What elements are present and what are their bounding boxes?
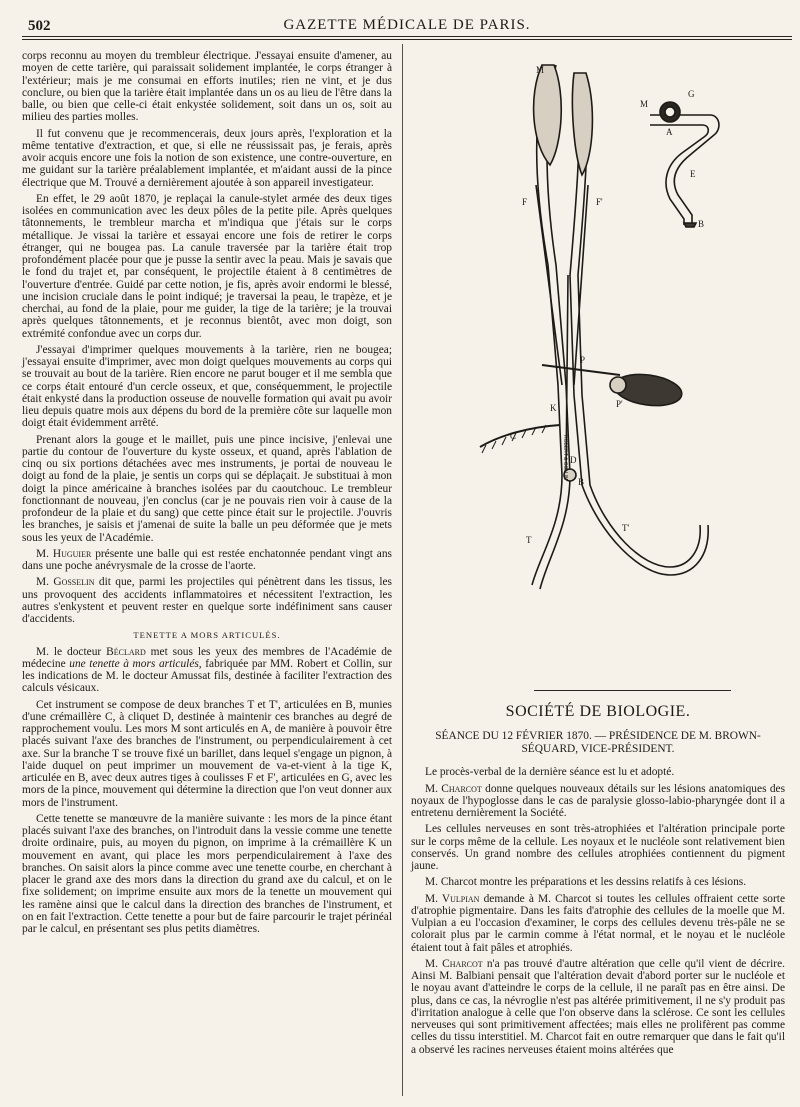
- paragraph: Cet instrument se compose de deux branches T et T', articulées en B, munies d'une crémaillère C, à cliquet D, destinée à maintenir ces branches au degré de rapprochement voulu. Les mors M sont articulés en A, de manière à pouvoir être placés suivant l'axe des branches de l'instrument, ou perpendiculairement à cet axe. Sur la branche T se trouve fixé un barillet, dans lequel s'engage un pignon, à l'aide duquel on peut imprimer un mouvement de va-et-vient à la tige K, articulée en B, avec deux autres tiges à coulisses F et F', articulées en G, avec les mors de la pince, mouvement qui détermine la direction que l'on veut donner aux mors de l'instrument.: [22, 698, 392, 809]
- paragraph-text: dit que, parmi les projectiles qui pénètrent dans les tissus, les uns provoquent des accidents inflammatoires et nécessitent l'extraction, les autres s'enkystent et peuvent rester en quelque sorte indéfiniment sans causer d'accidents.: [22, 576, 392, 625]
- fig-label-f: F: [522, 197, 528, 207]
- session-heading: SÉANCE DU 12 FÉVRIER 1870. — PRÉSIDENCE DE M. BROWN-SÉQUARD, VICE-PRÉSIDENT.: [435, 730, 761, 756]
- section-title: SOCIÉTÉ DE BIOLOGIE.: [505, 703, 691, 720]
- fig-label-f-prime: F': [596, 197, 603, 207]
- paragraph: [22, 646, 392, 695]
- page-number: 502: [28, 18, 51, 34]
- paragraph: Le procès-verbal de la dernière séance est lu et adopté.: [425, 766, 675, 779]
- paragraph-text: présente une balle qui est restée enchatonnée pendant vingt ans dans une poche anévrysmale de la crosse de l'aorte.: [22, 547, 392, 572]
- paragraph: [411, 958, 785, 1056]
- fig-label-c: C: [510, 431, 517, 441]
- speaker-name: M. Charcot: [425, 957, 483, 970]
- paragraph-text: M. le docteur: [36, 645, 107, 658]
- paragraph-text: met sous les yeux des membres de l'Académie de médecine: [22, 645, 392, 670]
- speaker-name: M. Huguier: [36, 547, 92, 560]
- paragraph: [411, 893, 785, 954]
- paragraph: Cette tenette se manœuvre de la manière suivante : les mors de la pince étant placés suivant l'axe des branches, on l'introduit dans la vessie comme une tenette droite ordinaire, puis, au moyen du pignon, on imprime à la crémaillère K un mouvement en avant, qui place les mors perpendiculairement à l'axe des branches. On saisit alors la pince comme avec une tenette courbe, en cherchant à placer le grand axe des mors dans la direction du grand axe du calcul, et on le fixe solidement; on imprime ensuite aux mors de la tenette un mouvement qui les ramène ainsi que le calcul dans la direction des branches de l'instrument, et on en fait l'extraction. Cette tenette a pour but de faire parcourir le trajet périnéal par le calcul, en présentant ses plus petits diamètres.: [22, 812, 392, 935]
- fig-label-p: P: [580, 355, 586, 365]
- right-column: [411, 703, 786, 1060]
- paragraph-text: fabriquée par MM. Robert et Collin, sur les indications de M. le docteur Amussat fils, destinée à faciliter l'extraction des calculs vésicaux.: [22, 657, 392, 695]
- paragraph: [22, 548, 392, 573]
- jaw-m-right: [572, 73, 592, 175]
- paragraph-text: demande à M. Charcot si toutes les cellules offraient cette sorte d'atrophie pigmentaire. Dans les faits d'atrophie des cellules de la moelle que M. Vulpian a eu l'occasion d'examiner, le corps des cellules devenu très-pâle ne se colorait plus par le carmin comme à l'état normal, et le noyau et le nucléole étaient tout à fait pâles et atrophiés.: [411, 892, 785, 954]
- column-divider: [402, 44, 403, 1096]
- paragraph: M. Charcot montre les préparations et les dessins relatifs à ces lésions.: [425, 876, 747, 889]
- paragraph: [22, 576, 392, 625]
- fig-label-a: A: [666, 127, 673, 137]
- paragraph: Il fut convenu que je recommencerais, deux jours après, l'exploration et la même tentative d'extraction, et que, si elle ne réussissait pas, je ferais, après avoir acquis encore une fois la notion de son existence, une contre-ouverture, en me guidant sur la tarière préalablement implantée, et m'aidant aussi de la pince électrique que M. Trouvé a dernièrement ajoutée à son appareil investigateur.: [22, 127, 392, 189]
- fig-label-b-inset: B: [698, 219, 705, 229]
- paragraph: En effet, le 29 août 1870, je replaçai la canule-stylet armée des deux tiges isolées en communication avec les deux pôles de la petite pile. Après quelques tâtonnements, le trembleur marcha et m'indiqua que j'étais sur le corps métallique. Je vissai la tarière et essayai encore une fois de retirer le corps étranger, qui ne bougea pas. La canule traversée par la tarière était trop profondément placée pour que je pusse la sentir avec la peau. Mais je savais que le fond du trajet et, par conséquent, le projectile étaient à 8 centimètres de l'ouverture d'entrée. Guidé par cette notion, je fis, après avoir endormi le blessé, une incision cruciale dans le point indiqué; je traversai la peau, le trapèze, et je cherchai, au fond de la plaie, pour me guider, la tige de la tarière; je la trouvai après quelques tâtonnements, et je reconnus bientôt, avec mon doigt, son extrémité confondue avec un corps dur.: [22, 192, 392, 340]
- paragraph-text: n'a pas trouvé d'autre altération que celle qu'il vient de décrire. Ainsi M. Balbiani pensait que l'altération devait d'abord porter sur le nucléole et le noyau avant d'atteindre le corps de la cellule, il ne paraît pas en être ainsi. De plus, dans ce cas, la névroglie n'est pas altérée primitivement, il ne s'y produit pas d'irritation analogue à celle que l'on observe dans la sclérose. Ce sont les cellules nerveuses qui sont primitivement affectées; mais elles ne prolifèrent pas comme celles du tissu interstitiel. M. Charcot fait en outre remarquer que dans le fait qu'il a observé les racines nerveuses étaient moins altérées que: [411, 957, 786, 1056]
- speaker-name: M. Gosselin: [36, 576, 95, 589]
- section-subheading: TENETTE A MORS ARTICULÉS.: [133, 630, 281, 641]
- journal-title: GAZETTE MÉDICALE DE PARIS.: [283, 17, 531, 33]
- left-column: [22, 50, 392, 939]
- paragraph: J'essayai d'imprimer quelques mouvements à la tarière, rien ne bougea; j'essayai ensuite d'imprimer, avec mon doigt quelques mouvements au corps qui se trouvait au bout de la tarière. Rien encore ne parut bouger et il me sembla que ce corps était entouré d'un cercle osseux, et que, conséquemment, le projectile était enkysté dans la production osseuse de nouvelle formation qui avait pu avoir lieu depuis quatre mois aux dépens du bord de la première côte sur laquelle mon doigt était évidemment arrêté.: [22, 343, 392, 430]
- speaker-name: M. Charcot: [425, 782, 482, 795]
- section-divider: [534, 690, 731, 691]
- forceps-figure: [470, 55, 795, 615]
- paragraph: corps reconnu au moyen du trembleur électrique. J'essayai ensuite d'amener, au moyen de cette tarière, qui paraissait solidement implantée, le corps étranger à l'extérieur; mais je me consumai en efforts inutiles; rien ne vint, et je dus conclure, ou bien que la tarière était implantée dans un os au lieu de l'être dans la balle, ou bien que celle-ci était enkystée solidement, soit dans un os, soit au milieu des parties molles.: [22, 50, 392, 124]
- header-rule: [22, 39, 792, 40]
- jaw-m: [534, 65, 562, 165]
- fig-label-e: E: [690, 169, 696, 179]
- paragraph-text: donne quelques nouveaux détails sur les lésions anatomiques des noyaux de l'hypoglosse dans le cas de paralysie glosso-labio-pharyngée dont il a entretenu dernièrement la Société.: [411, 782, 786, 819]
- fig-label-b: B: [578, 477, 585, 487]
- emphasis: une tenette à mors articulés,: [69, 657, 202, 670]
- paragraph: [411, 783, 785, 820]
- fig-label-m-inset: M: [640, 99, 649, 109]
- paragraph: Les cellules nerveuses en sont très-atrophiées et l'altération principale porte sur le corps même de la cellule. Les noyaux et le nucléole sont relativement bien conservés. Un grand nombre des cellules atrophiées contiennent du pigment jaune.: [411, 823, 785, 872]
- fig-label-k: K: [550, 403, 557, 413]
- fig-label-m: M: [536, 65, 545, 75]
- rack-c: [480, 425, 560, 447]
- fig-label-t-prime: T': [622, 523, 630, 533]
- page-header: [22, 14, 792, 37]
- paragraph: Prenant alors la gouge et le maillet, puis une pince incisive, j'enlevai une partie du contour de l'ouverture du kyste osseux, et quand, après l'ablation de cinq ou six portions détachées avec mes instruments, je portai de nouveau le doigt au fond de la plaie, je sentis un corps qui se déplaçait. Je substituai à mon doigt la pince américaine à branches isolées par du caoutchouc. Le trembleur fonctionnant de nouveau, j'en conclus (car je ne pouvais rien voir à cause de la profondeur de la plaie et du sang) que cette pince était sur le projectile. J'ouvris les branches, je saisis et j'amenai de suite la balle un peu déformée que je mets sous les yeux de l'Académie.: [22, 433, 392, 544]
- fig-label-t: T: [526, 535, 532, 545]
- fig-label-g: G: [688, 89, 695, 99]
- speaker-name: M. Vulpian: [425, 892, 480, 905]
- fig-label-p-prime: P': [616, 399, 623, 409]
- fig-label-d: D: [570, 455, 577, 465]
- maker-mark: ROBERT & COLLIN: [562, 435, 568, 480]
- speaker-name: Béclard: [106, 645, 146, 658]
